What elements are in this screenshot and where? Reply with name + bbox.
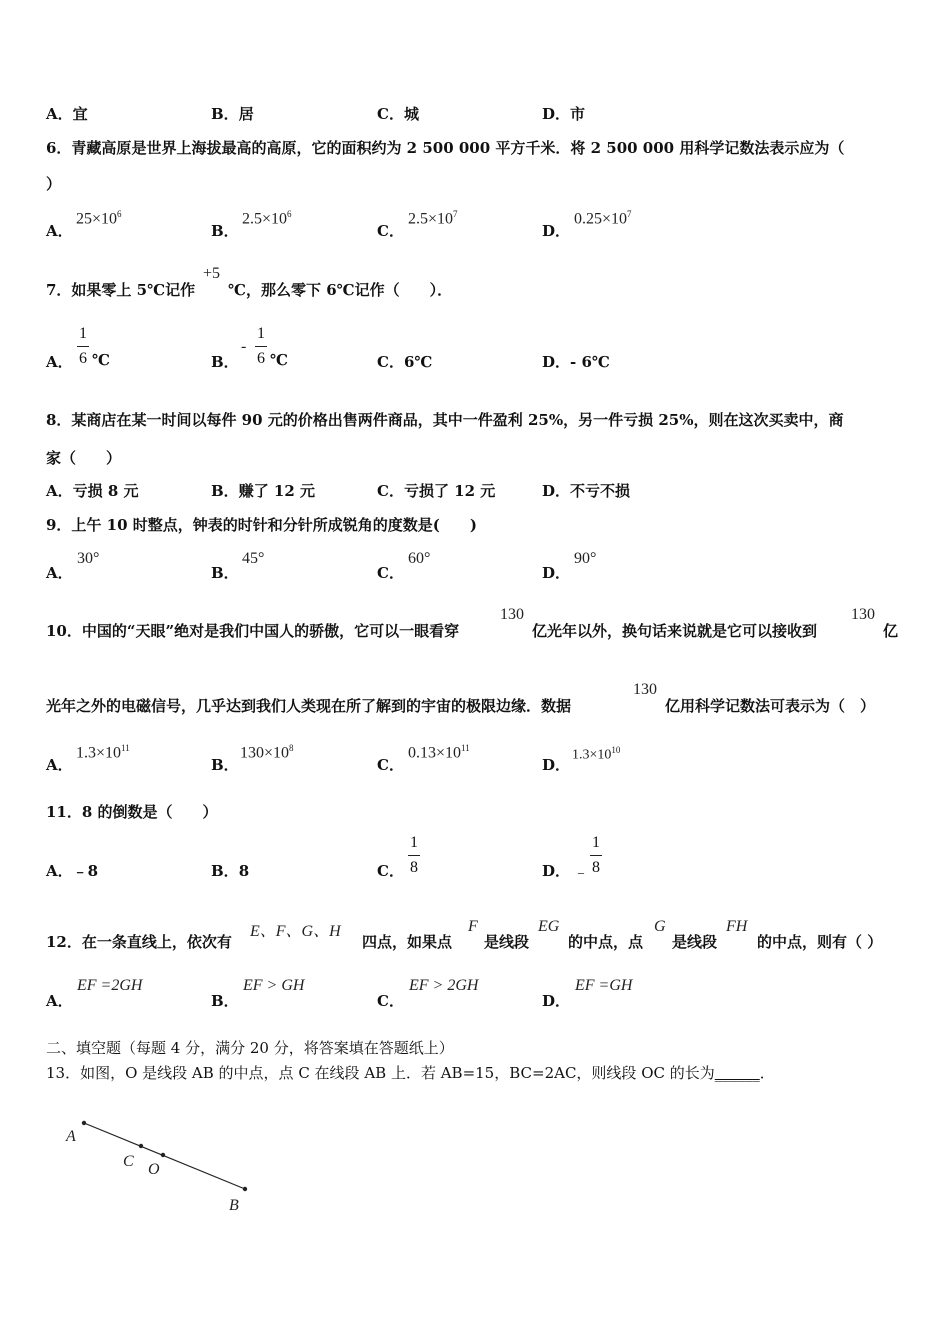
q6-math-c: $2.5\times 10^7$ bbox=[408, 209, 458, 228]
point-c bbox=[139, 1144, 143, 1148]
q10-label-c: C． bbox=[377, 756, 404, 774]
q11-label-d: D． bbox=[542, 862, 571, 880]
q6-math-a: $25\times 10^6$ bbox=[76, 209, 122, 228]
q8-option-c: C．亏损了 12 元 bbox=[377, 482, 496, 500]
q8-stem: 8．某商店在某一时间以每件 90 元的价格出售两件商品，其中一件盈利 25%，另一件亏损 25%，则在这次买卖中，商 bbox=[46, 411, 844, 429]
q8-stem-end: 家（ ） bbox=[46, 449, 122, 467]
label-b: B bbox=[229, 1197, 239, 1214]
q7-b-numerator: 1 bbox=[257, 325, 265, 342]
q10-num-1: 130 bbox=[500, 606, 524, 623]
q7-stem-1: 7．如果零上 5℃记作 bbox=[46, 281, 196, 299]
q10-num-3: 130 bbox=[633, 681, 657, 698]
q9-math-d: 90° bbox=[574, 550, 597, 567]
q8-option-a: A．亏损 8 元 bbox=[46, 482, 139, 500]
q10-label-d: D． bbox=[542, 756, 571, 774]
q12-segment-eg: EG bbox=[538, 918, 560, 935]
q10-num-2: 130 bbox=[851, 606, 875, 623]
q10-stem-2: 亿光年以外，换句话来说就是它可以接收到 bbox=[532, 622, 818, 640]
q10-stem-5: 亿用科学记数法可表示为（ ） bbox=[665, 697, 876, 715]
q6-stem: 6．青藏高原是世界上海拔最高的高原，它的面积约为 2 500 000 平方千米．将 2 500 000 用科学记数法表示应为（ bbox=[46, 139, 845, 157]
q6-label-c: C． bbox=[377, 222, 404, 240]
q12-point-g: G bbox=[654, 918, 666, 935]
q12-point-f: F bbox=[468, 918, 478, 935]
q11-option-b: B．8 bbox=[211, 862, 250, 880]
q8-option-d: D．不亏不损 bbox=[542, 482, 631, 500]
q11-label-c: C． bbox=[377, 862, 404, 880]
point-o bbox=[161, 1153, 165, 1157]
q12-points: E、F、G、H bbox=[250, 923, 341, 940]
q7-option-d: D．- 6℃ bbox=[542, 353, 610, 371]
q10-label-b: B． bbox=[211, 756, 239, 774]
q13-figure bbox=[55, 1110, 265, 1220]
q6-math-d: $0.25\times 10^7$ bbox=[574, 209, 632, 228]
q7-a-unit: ℃ bbox=[92, 351, 110, 369]
q13-answer-blank[interactable]: ______ bbox=[714, 1064, 760, 1082]
q7-b-unit: ℃ bbox=[270, 351, 288, 369]
q12-math-c: EF > 2GH bbox=[409, 977, 479, 994]
q9-math-a: 30° bbox=[77, 550, 100, 567]
q6-label-b: B． bbox=[211, 222, 239, 240]
q7-label-b: B． bbox=[211, 353, 239, 371]
q10-stem-4: 光年之外的电磁信号，几乎达到我们人类现在所了解到的宇宙的极限边缘．数据 bbox=[46, 697, 572, 715]
q7-option-c: C．6℃ bbox=[377, 353, 433, 371]
q9-label-a: A． bbox=[46, 564, 73, 582]
label-a: A bbox=[66, 1128, 76, 1145]
q12-stem-5: 是线段 bbox=[672, 933, 718, 951]
point-b bbox=[243, 1187, 247, 1191]
q7-b-fraction-bar bbox=[255, 346, 267, 347]
q7-b-sign: - bbox=[241, 338, 247, 355]
label-o: O bbox=[148, 1161, 160, 1178]
q12-label-a: A． bbox=[46, 992, 73, 1010]
q12-stem-6: 的中点，则有（ ） bbox=[757, 933, 883, 951]
q12-math-a: EF =2GH bbox=[77, 977, 143, 994]
q10-stem-1: 10．中国的“天眼”绝对是我们中国人的骄傲，它可以一眼看穿 bbox=[46, 622, 460, 640]
q9-label-d: D． bbox=[542, 564, 571, 582]
section-title: 二、填空题（每题 4 分，满分 20 分，将答案填在答题纸上） bbox=[46, 1039, 454, 1057]
q11-stem: 11．8 的倒数是（ ） bbox=[46, 803, 218, 821]
q6-label-a: A． bbox=[46, 222, 73, 240]
q5-option-a: A．宜 bbox=[46, 105, 88, 123]
q6-label-d: D． bbox=[542, 222, 571, 240]
q5-option-c: C．城 bbox=[377, 105, 419, 123]
q9-label-b: B． bbox=[211, 564, 239, 582]
q10-stem-3: 亿 bbox=[883, 622, 899, 640]
q5-option-d: D．市 bbox=[542, 105, 586, 123]
label-c: C bbox=[123, 1153, 134, 1170]
q9-math-c: 60° bbox=[408, 550, 431, 567]
q11-d-fraction-bar bbox=[590, 855, 602, 856]
q12-stem-3: 是线段 bbox=[484, 933, 530, 951]
q7-a-numerator: 1 bbox=[79, 325, 87, 342]
q12-math-d: EF =GH bbox=[575, 977, 633, 994]
q7-b-denominator: 6 bbox=[257, 350, 265, 367]
q7-math: +5 bbox=[203, 265, 221, 282]
q5-option-b: B．居 bbox=[211, 105, 254, 123]
q9-label-c: C． bbox=[377, 564, 404, 582]
q12-stem-2: 四点，如果点 bbox=[362, 933, 453, 951]
q12-label-b: B． bbox=[211, 992, 239, 1010]
q12-label-c: C． bbox=[377, 992, 404, 1010]
q13-stem: 13．如图，O 是线段 AB 的中点，点 C 在线段 AB 上．若 AB=15，BC=2AC，则线段 OC 的长为______． bbox=[46, 1064, 775, 1082]
q10-math-a: $1.3\times 10^{11}$ bbox=[76, 743, 130, 762]
q6-math-b: $2.5\times 10^6$ bbox=[242, 209, 292, 228]
q7-label-a: A． bbox=[46, 353, 73, 371]
q7-a-denominator: 6 bbox=[79, 350, 87, 367]
q7-a-fraction-bar bbox=[77, 346, 89, 347]
q12-label-d: D． bbox=[542, 992, 571, 1010]
q12-stem-1: 12．在一条直线上，依次有 bbox=[46, 933, 232, 951]
q12-math-b: EF > GH bbox=[243, 977, 305, 994]
q10-math-d: $1.3\times 10^{10}$ bbox=[572, 745, 621, 763]
q8-option-b: B．赚了 12 元 bbox=[211, 482, 316, 500]
q12-stem-4: 的中点，点 bbox=[568, 933, 644, 951]
q9-math-b: 45° bbox=[242, 550, 265, 567]
q11-c-denominator: 8 bbox=[410, 859, 418, 876]
q11-c-numerator: 1 bbox=[410, 834, 418, 851]
q11-d-numerator: 1 bbox=[592, 834, 600, 851]
q10-math-c: $0.13\times 10^{11}$ bbox=[408, 743, 470, 762]
q6-stem-end: ） bbox=[46, 175, 62, 193]
q11-d-denominator: 8 bbox=[592, 859, 600, 876]
q11-option-a: A．﹣8 bbox=[46, 862, 99, 880]
q11-d-sign: ﹣ bbox=[573, 864, 590, 881]
q9-stem: 9．上午 10 时整点，钟表的时针和分针所成锐角的度数是( ) bbox=[46, 516, 477, 534]
q11-c-fraction-bar bbox=[408, 855, 420, 856]
q12-segment-fh: FH bbox=[726, 918, 748, 935]
q10-math-b: $130\times 10^8$ bbox=[240, 743, 294, 762]
q7-stem-2: ℃，那么零下 6℃记作（ ）． bbox=[228, 281, 453, 299]
q10-label-a: A． bbox=[46, 756, 73, 774]
point-a bbox=[82, 1121, 86, 1125]
